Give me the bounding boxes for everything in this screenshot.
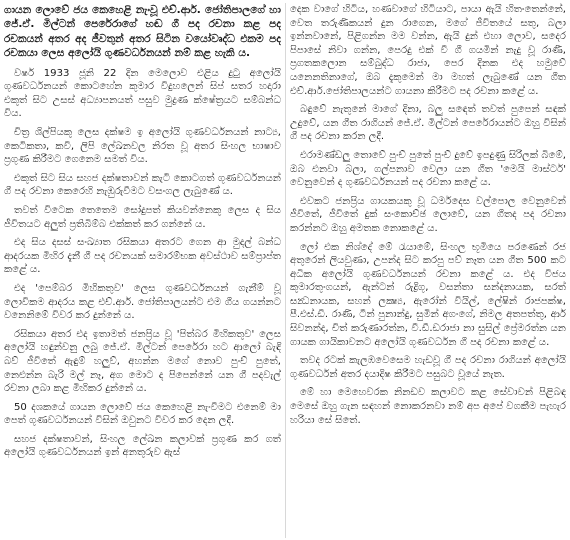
right-column xyxy=(285,3,566,538)
left-paragraph-4: තවත් විටෙක තෙතෙම සෝදුපත් කියවන්නෙකු ලෙස ද සිය ජීවිතයට අලුත් ප්‍රතිබිම්බ එක්කත් කර ගන්නේ ය. xyxy=(4,204,281,230)
article-columns xyxy=(4,3,566,538)
left-paragraph-8: 50 දශකයේ ගායන ලොවේ ජය කෙහෙළි නැංවීමට එනෙම් මා පෙත් ගුණවර්ධනයන් විසින් ඔවුනට විවර කර දෙන ලදී. xyxy=(4,401,281,427)
left-paragraph-9: සහජ දක්ෂතාවන්, සිංහල ලේඛන කලාවක් ප්‍රගුණ කර ගත් අලෝයි ගුණවර්ධනයන් ඉන් අනතුරුව ඇස් xyxy=(4,433,281,459)
right-paragraph-4: එවකට ජනප්‍රිය ගායකයකු වූ ධර්මදෙස වල්පොල වෙනුවෙන් ජීවිතේ, ජීවිතේ දුක් සංකොච්ඡ ලොවේ, යන ගීතද පද රචනා කරන්නට ඔහු අමතක නොකළේ ය. xyxy=(290,195,566,234)
left-paragraph-2: චිත්‍ර ශිල්පියකු ලෙස දක්ෂම ඉ අලෝයි ගුණවර්ධනයන් නාට්‍ය, කෙටිකතා, කවි, ලිපි ලේඛනවල නිරත වූ අතර සිංහල භාෂාව ප්‍රගුණ කිරීමට ගෙනෙම සමත් විය. xyxy=(4,127,281,166)
right-paragraph-2: බඳුවේ නැතුනේ මාගේ දිනා, බලු සඳෙත් තවත් පුපෙන් සඳක් උදුවේ, යන ගීත රාගියන් ජේ.ඒ. මිල්ටන් පෙරේරායන්ට ඔහු විසින් ගී පද රචනා කරන ලදී. xyxy=(290,104,566,143)
right-paragraph-1: දෙක වාගේ හිටිය, හණවාගේ හිටියාට, පායා ඇයි හිතංතෙන්නේ, වෙත තරුණිකයන් දුන රාගෙන, මගේ ජීවිතයේ සතු, බලා ඉන්නවානේ, පිළිගන්න මම වන්න, ඇයි දුන් එහා ලොව, සදෙර පිපාසේ නිවා ගන්න, පෙරදු එක් වී ගී ගයමින් නැදු වූ රාණී, ප්‍රගතකලොන සම්බුද්ධ රාජා, පෙර දිනක එද හමුවේ යනෙනතිනාගේ, ඔබ දැකුමෙන් මා මහත් ලැබුණේ යන ගීත එච්.ආර්.ජෝතිපාලයන්ට ගායනා කිරීමට පද රචනා කළේ ය. xyxy=(290,4,566,97)
right-paragraph-6: තවද රටක් කැලඹවෙසෙම හැඩවූ ගී පද රචනා රාගියන් අලෝයි ගුණවර්ධන් අතර දයාදිෂ කිරීමට පසුබට වූයේ නැත. xyxy=(290,355,566,380)
right-paragraph-3: එරාමණ්ඩලු තොවේ පුංච් පුතේ පුංච් දුවේ ඉපදුණු සිරිලක් බිමේ, ඔබ එනවා බලා, ගල්පනාව වෙලා යන ගීත 'මෙයි මාස්ටර්' වෙනුවෙන් ද ගුණවර්ධනයන් පද රචනා කළේ ය. xyxy=(290,149,566,189)
left-paragraph-6: එද 'පෙම්බර මිහිකතුව' ලෙස ගුණවර්ධනයන් ගැනීම් වූ ලොවිකම ආදරය කළ එච්.ආර්. ජෝතිපාලයන්ට එම ගීය ගයන්නට වනෙනිමේ විවර කර දුන්නේ ය. xyxy=(4,282,281,322)
left-paragraph-5: එද සිය දසස් සංඛ්‍යාත රසිකයා අතරට ගෙන ආ මුදල් බන්ධ ආදරයක මිහිර දැනී ගී පද රචනයක් සමාරම්භක අවස්ථාව සම්ප්‍රාප්ත කළේ ය. xyxy=(4,237,281,276)
left-paragraph-1: වර්ෂ 1933 ජූනි 22 දින මෙලොව එළිය දුටු අලෝයි ගුණවර්ධනයන් කොටහේන කුමාර විදුහලෙන් සිප් සතර හදාරා එකුත් සිට උසස් අධ්‍යාපනයත් පසුව මුද්‍රණ ක්ෂේත්‍රයට සම්බන්ධ විය. xyxy=(4,67,281,120)
left-paragraph-3: එකුත් සිට සිය සහජ දක්ෂතාවන් කැටි කොටගත් ගුණවර්ධනයන් ගී පද රචනා කෙරෙහි නැඹුරුවීමට වසංගල ලැබුණේ ය. xyxy=(4,172,281,198)
right-paragraph-5: ලෝ එක නිශ්දේ මේ රැයාමේ, සිංහල භූමියෙ පරණෙන් රජ අතුරෙන් ලියවුණා, උපන්ද සිට කරපු පව් නෑත යන ගීත 500 කට අධික අලෝයි ගුණවර්ධනයන් රචනා කළේ ය. එද විජය කුමාරතුංගයන්, ඇන්ටන් රුද්‍රිගු, වසන්තා සන්දනායක, සරත් සන්‍ධනායක, සහන් ලක්‍ෂ්‍ය, ඇරෝන් වියිල්, ලේෂින් රාජපක්ෂ, පී.එස්.ඩී. රාණි, ටීන් පුනාන්දු, සුමින් අගංගේ, නිමල අතපත්තු, ආර් සිවනන්ද, චිත් කරුණාරත්න, වී.ඩී.ඩරාජා නා සුසිල් ප්‍රේමරත්න යන ගායක ගායිකාවනට අලෝයි ගුණවර්ධන ගී පද රචනා කළේ ය. xyxy=(290,241,566,348)
right-paragraph-7: මේ හා මෙහෙවරක නිනඩව කලාවට කළ සේවාවන් පිළිබඳ මෙසේ ඔහු ගැන සඳහන් නොකරනවා නම් අප අපේ වගකීම පැහැර හරියා සේ සිතේ. xyxy=(290,387,566,426)
left-column xyxy=(4,3,285,538)
left-paragraph-7: රසිකයා අතර එද ඉතාමත් ජනප්‍රිය වූ 'පිත්බර මිහිකතුව' ලෙස අලෝයි හඳුන්වනු ලබු ජේ.ඒ. මිල්ටන් පෙරේරා හට ආලෝ බැඳි බව් ජීවිතේ ඇඳුම් හලුව්, අහන්න මගේ නොව පුංච් පුතේ, නෙළුන්න බැරි මල් නෑ, අග මොට ද පිපෙන්නේ යන ගී පදවැල් රචනා ලබා කළ මිහිකර දුන්නේ ය. xyxy=(4,328,281,395)
article-intro: ගායන ලොවේ ජය කෙහෙළි නැංවූ එච්.ආර්. ජෝතිපාලගේ හා ජේ.ඒ. මිල්ටන් පෙරේරාගේ හඬ ගී පද රචනා කළ පද රචකයන් අතර අද ජීවතුන් අතර සිටින වයෝවෘද්ධ එකම පද රචකයා ලෙස අලෝයි ගුණවර්ධනයන් නම් කළ හැකි ය. xyxy=(4,4,281,60)
